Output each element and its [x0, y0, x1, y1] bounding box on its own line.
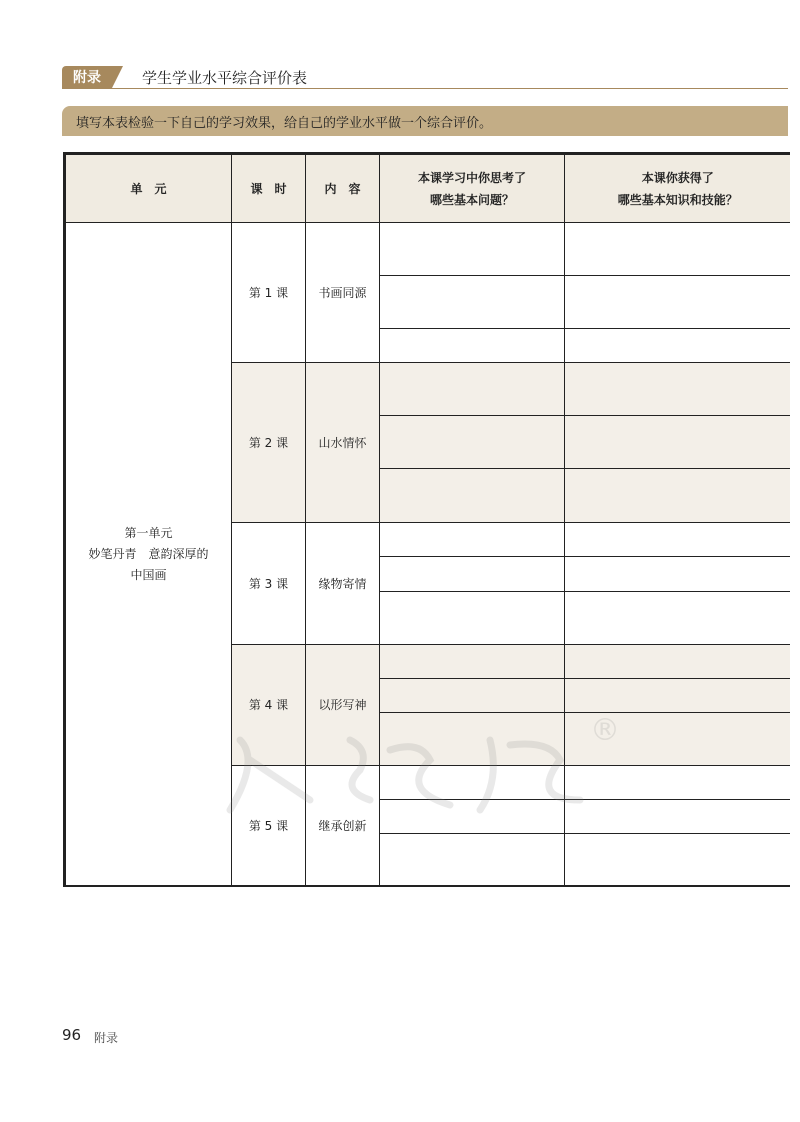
header-questions [380, 155, 565, 223]
unit-line-3: 中国画 [130, 568, 167, 582]
answer-knowledge-cell[interactable] [565, 712, 791, 765]
lesson-cell: 第 5 课 [232, 765, 306, 886]
header-divider [62, 88, 788, 89]
answer-questions-cell[interactable] [380, 223, 565, 276]
answer-questions-cell[interactable] [380, 678, 565, 712]
content-cell: 缘物寄情 [306, 523, 380, 644]
answer-questions-cell[interactable] [380, 591, 565, 644]
header-knowledge [565, 155, 791, 223]
appendix-tag: 附录 [62, 66, 112, 88]
content-cell: 山水情怀 [306, 363, 380, 523]
answer-knowledge-cell[interactable] [565, 223, 791, 276]
answer-questions-cell[interactable] [380, 469, 565, 523]
answer-knowledge-cell[interactable] [565, 591, 791, 644]
page-title: 学生学业水平综合评价表 [142, 68, 308, 87]
table-header-row [66, 155, 791, 223]
answer-questions-cell[interactable] [380, 765, 565, 799]
answer-questions-cell[interactable] [380, 329, 565, 363]
answer-knowledge-cell[interactable] [565, 678, 791, 712]
answer-knowledge-cell[interactable] [565, 363, 791, 416]
answer-questions-cell[interactable] [380, 644, 565, 678]
lesson-cell: 第 1 课 [232, 223, 306, 363]
header-questions-line1: 本课学习中你思考了 [417, 170, 526, 185]
page-number: 96 [62, 1026, 82, 1044]
answer-knowledge-cell[interactable] [565, 523, 791, 557]
table-row [66, 223, 791, 276]
content-cell: 继承创新 [306, 765, 380, 886]
answer-questions-cell[interactable] [380, 712, 565, 765]
answer-questions-cell[interactable] [380, 523, 565, 557]
answer-questions-cell[interactable] [380, 416, 565, 469]
answer-knowledge-cell[interactable] [565, 765, 791, 799]
answer-knowledge-cell[interactable] [565, 469, 791, 523]
answer-knowledge-cell[interactable] [565, 644, 791, 678]
answer-knowledge-cell[interactable] [565, 416, 791, 469]
unit-cell [66, 223, 232, 887]
answer-questions-cell[interactable] [380, 799, 565, 833]
footer-section-label: 附录 [94, 1031, 119, 1045]
header-knowledge-line1: 本课你获得了 [641, 170, 714, 185]
evaluation-table [63, 152, 790, 887]
answer-knowledge-cell[interactable] [565, 799, 791, 833]
instruction-banner: 填写本表检验一下自己的学习效果，给自己的学业水平做一个综合评价。 [62, 106, 788, 136]
lesson-cell: 第 3 课 [232, 523, 306, 644]
header-unit: 单 元 [66, 155, 232, 223]
answer-questions-cell[interactable] [380, 276, 565, 329]
lesson-cell: 第 2 课 [232, 363, 306, 523]
header-content: 内 容 [306, 155, 380, 223]
header-lesson: 课 时 [232, 155, 306, 223]
answer-knowledge-cell[interactable] [565, 329, 791, 363]
answer-questions-cell[interactable] [380, 363, 565, 416]
header-knowledge-line2: 哪些基本知识和技能？ [617, 192, 738, 207]
unit-line-1: 第一单元 [124, 526, 173, 540]
answer-questions-cell[interactable] [380, 557, 565, 591]
answer-knowledge-cell[interactable] [565, 557, 791, 591]
lesson-cell: 第 4 课 [232, 644, 306, 765]
header-questions-line2: 哪些基本问题？ [429, 192, 514, 207]
content-cell: 书画同源 [306, 223, 380, 363]
answer-knowledge-cell[interactable] [565, 833, 791, 886]
answer-knowledge-cell[interactable] [565, 276, 791, 329]
answer-questions-cell[interactable] [380, 833, 565, 886]
unit-line-2: 妙笔丹青 意韵深厚的 [88, 547, 209, 561]
content-cell: 以形写神 [306, 644, 380, 765]
